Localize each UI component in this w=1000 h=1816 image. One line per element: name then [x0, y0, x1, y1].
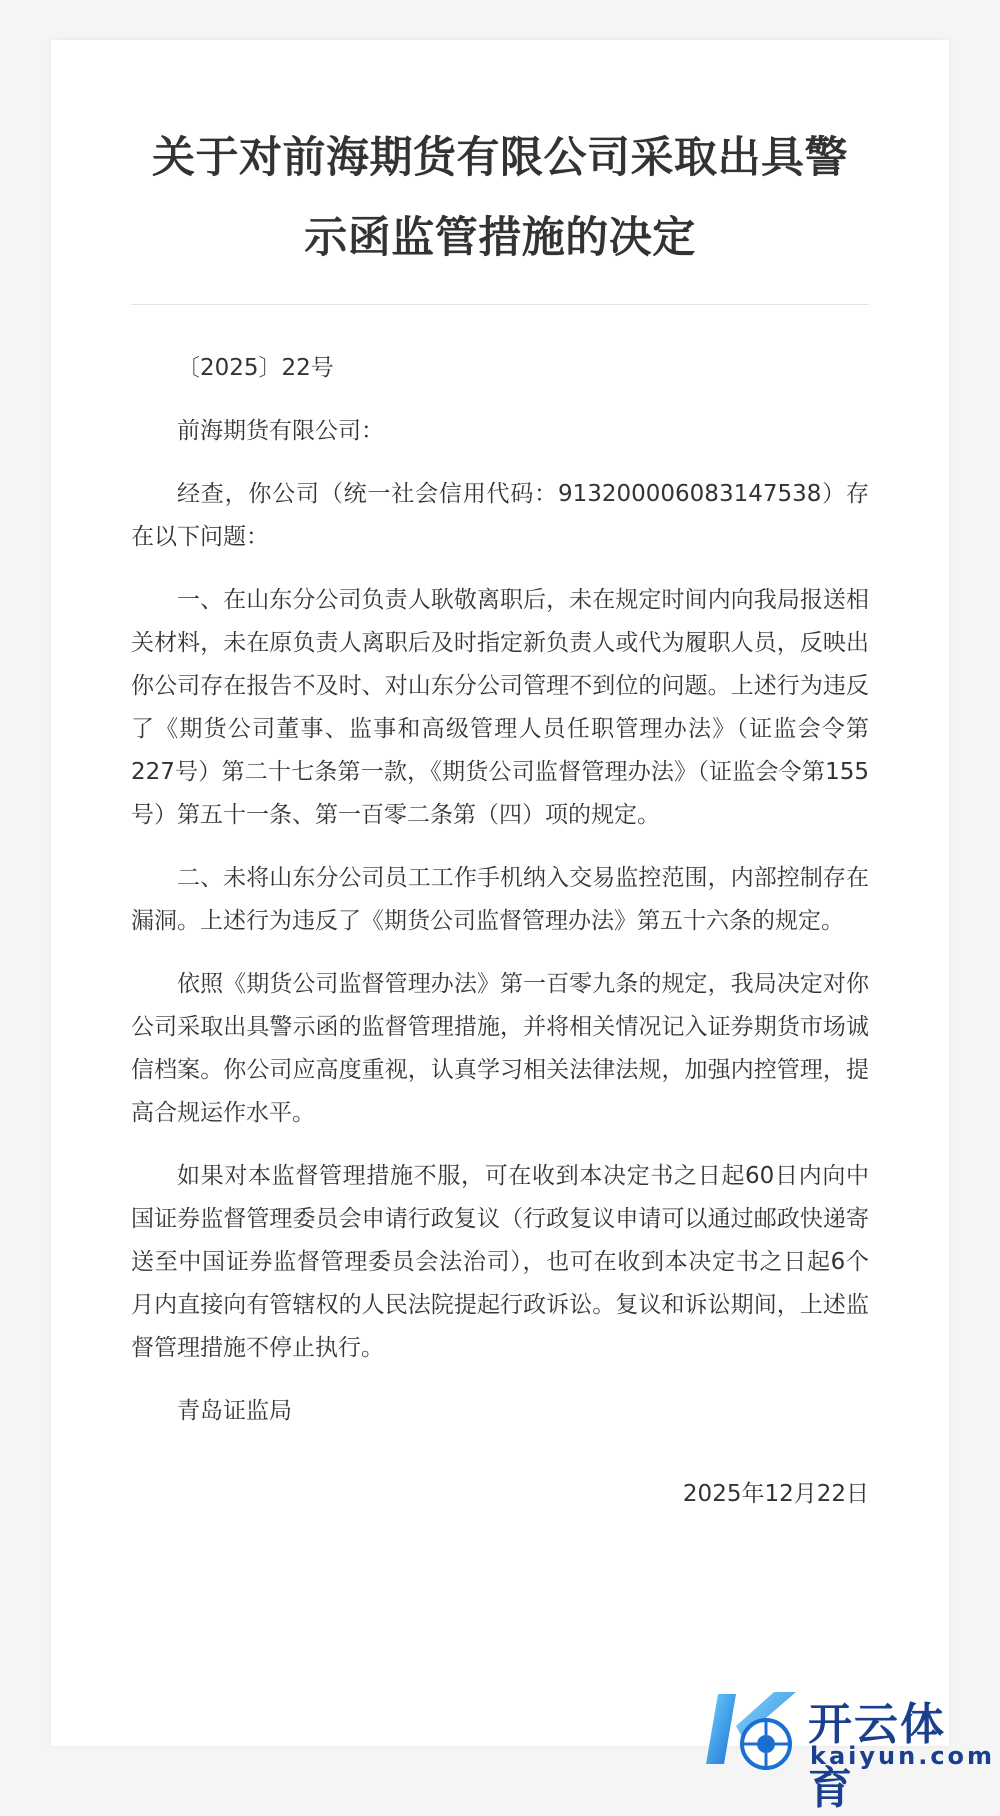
- paragraph-appeal: 如果对本监督管理措施不服，可在收到本决定书之日起60日内向中国证券监督管理委员会申请行政复议（行政复议申请可以通过邮政快递寄送至中国证券监督管理委员会法治司），也可在收到本决定书之日起6个月内直接向有管辖权的人民法院提起行政诉讼。复议和诉讼期间，上述监督管理措施不停止执行。: [131, 1163, 869, 1361]
- paragraph-issue-2: 二、未将山东分公司员工工作手机纳入交易监控范围，内部控制存在漏洞。上述行为违反了《期货公司监督管理办法》第五十六条的规定。: [131, 865, 869, 934]
- paragraph-decision: 依照《期货公司监督管理办法》第一百零九条的规定，我局决定对你公司采取出具警示函的监督管理措施，并将相关情况记入证券期货市场诚信档案。你公司应高度重视，认真学习相关法律法规，加强内控管理，提高合规运作水平。: [131, 971, 869, 1126]
- issue-date: 2025年12月22日: [682, 1481, 869, 1507]
- watermark-brand-en: kaiyun.com: [810, 1742, 996, 1770]
- title-divider: [131, 304, 869, 305]
- document-title: 关于对前海期货有限公司采取出具警示函监管措施的决定: [152, 133, 848, 263]
- addressee: 前海期货有限公司：: [177, 418, 384, 444]
- watermark-logo: [696, 1686, 996, 1814]
- document-body: [131, 347, 869, 1516]
- paragraph-findings-intro: 经查，你公司（统一社会信用代码：913200006083147538）存在以下问题：: [131, 481, 869, 550]
- kaiyun-logo-icon: [696, 1686, 806, 1776]
- document-card: [51, 40, 949, 1746]
- watermark-brand-cn: 开云体育: [808, 1699, 946, 1814]
- doc-number: 〔2025〕22号: [177, 355, 334, 381]
- paragraph-issue-1: 一、在山东分公司负责人耿敬离职后，未在规定时间内向我局报送相关材料，未在原负责人离职后及时指定新负责人或代为履职人员，反映出你公司存在报告不及时、对山东分公司管理不到位的问题。上述行为违反了《期货公司董事、监事和高级管理人员任职管理办法》（证监会令第227号）第二十七条第一款，《期货公司监督管理办法》（证监会令第155号）第五十一条、第一百零二条第（四）项的规定。: [131, 587, 869, 828]
- issuer: 青岛证监局: [177, 1398, 292, 1424]
